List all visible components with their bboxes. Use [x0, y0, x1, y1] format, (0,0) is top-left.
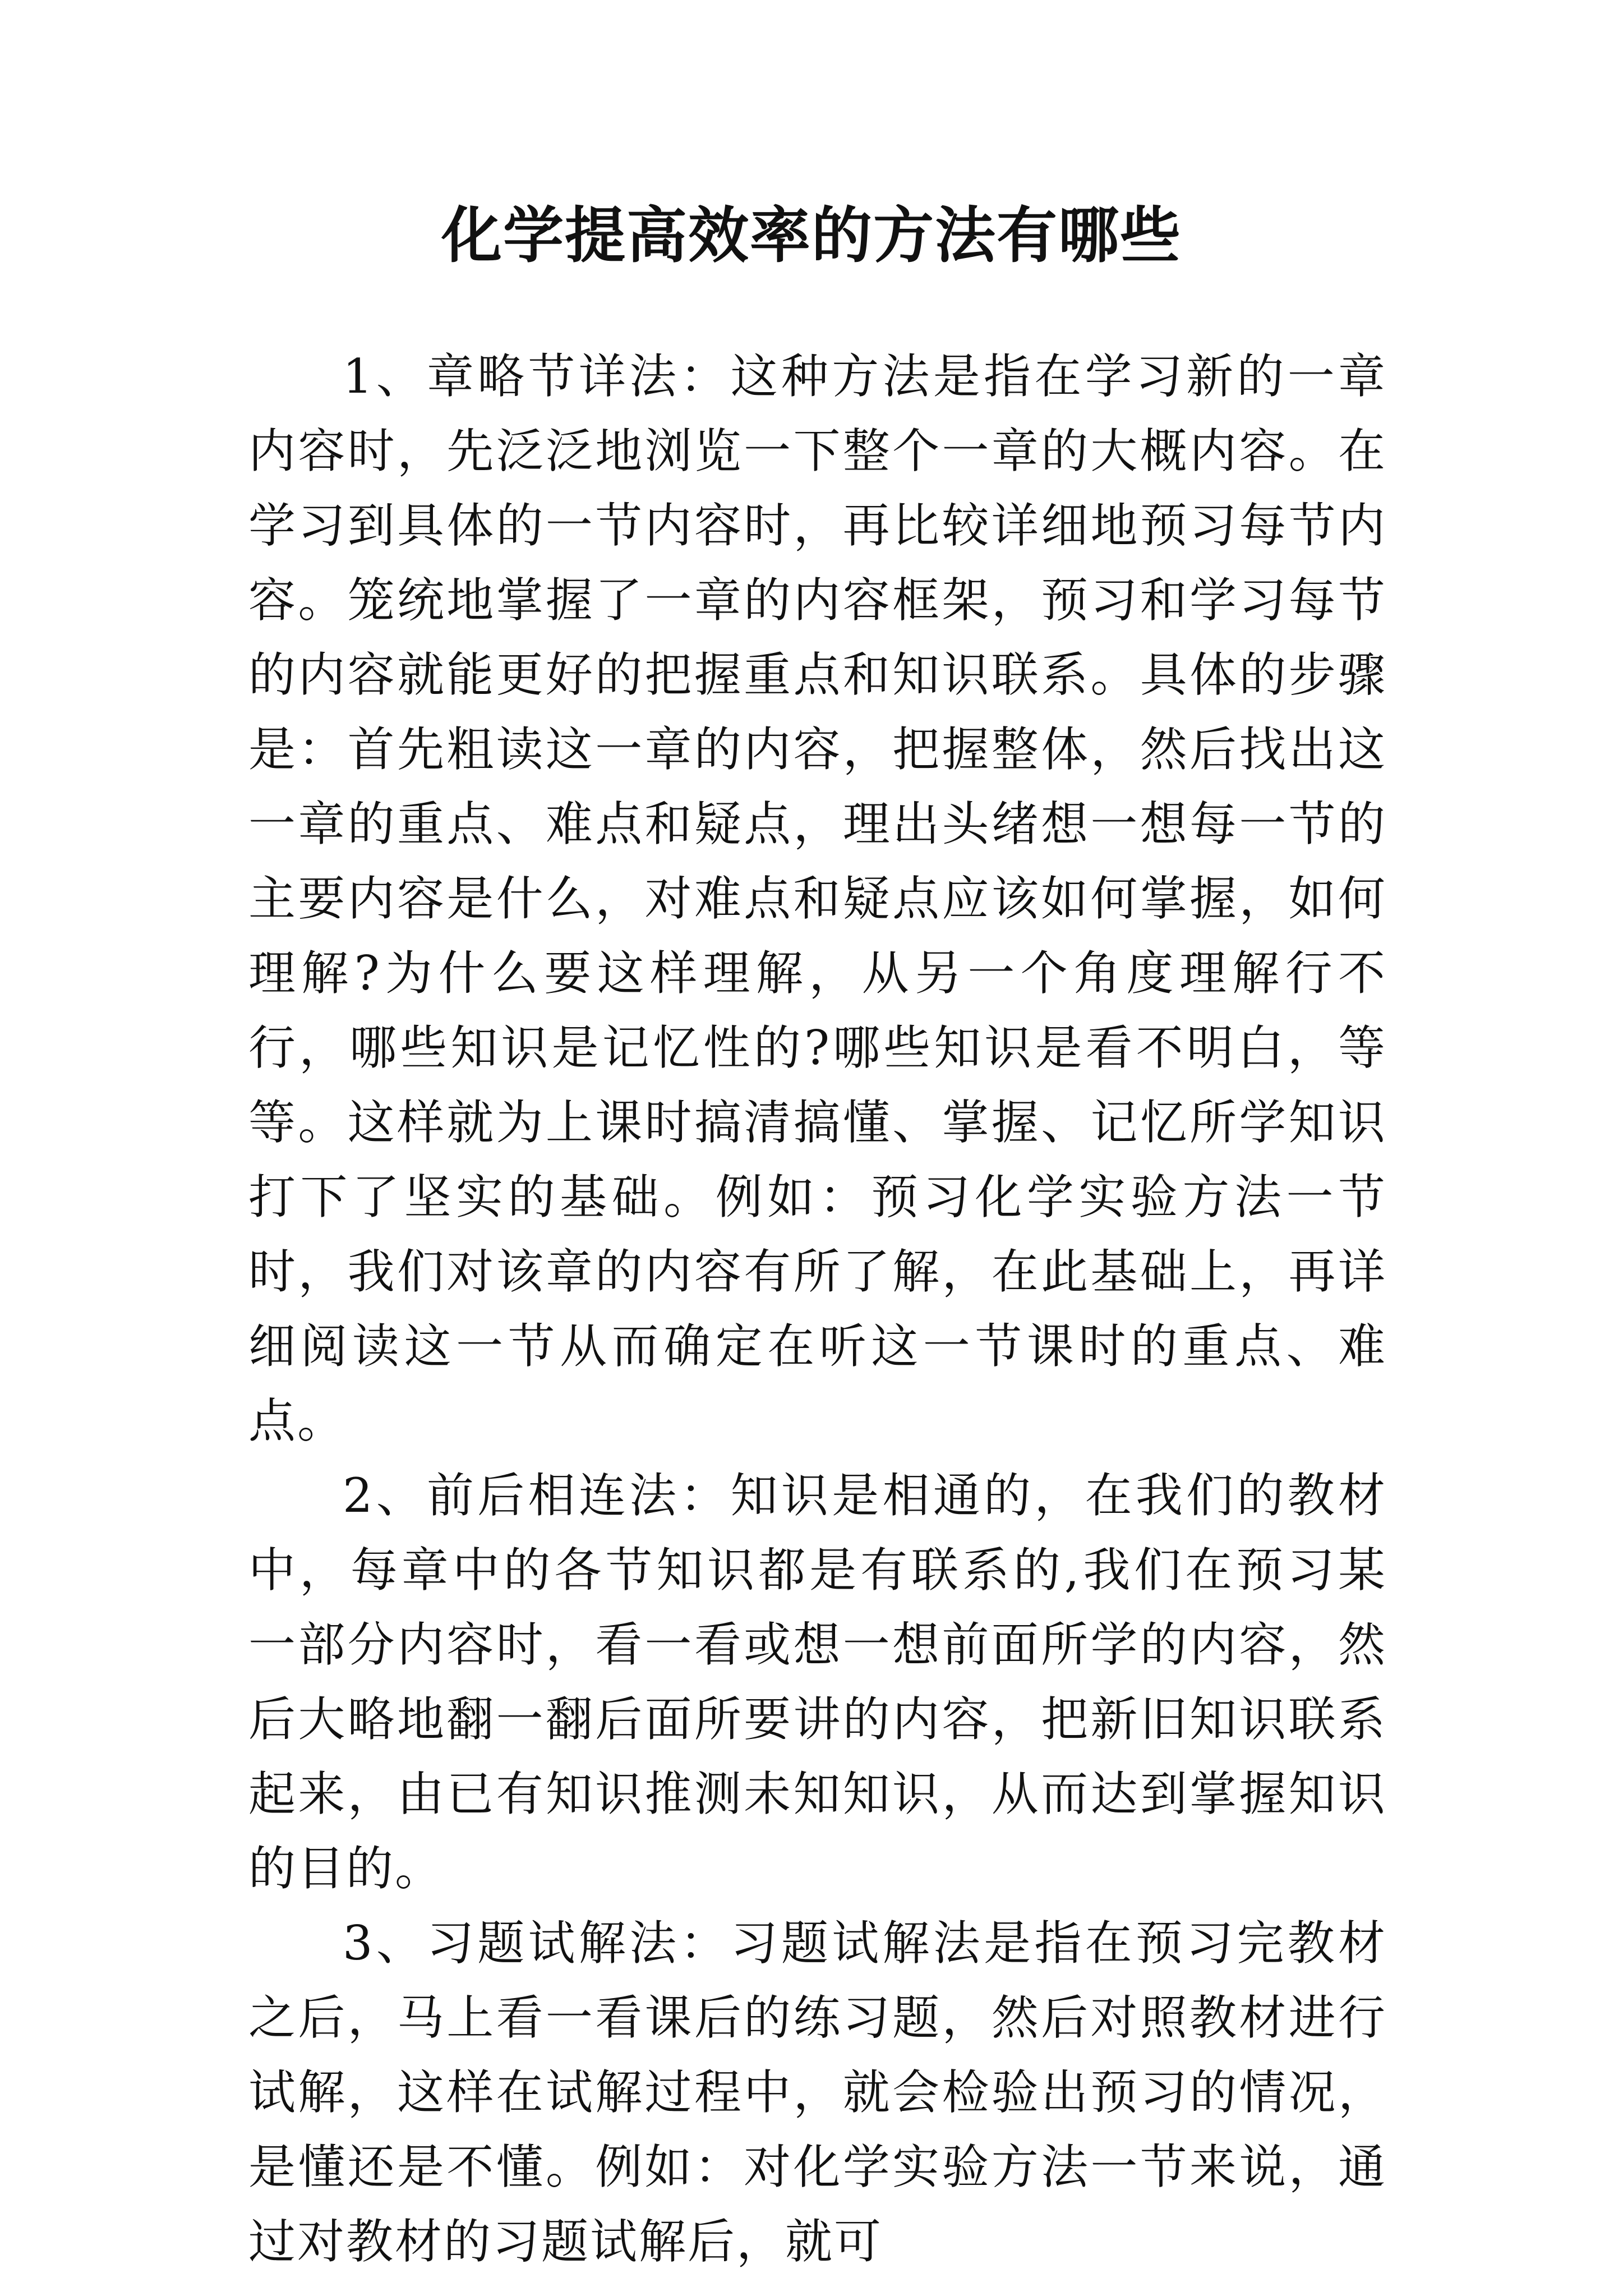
document-body: [248, 339, 1387, 2279]
paragraph-3: 3、习题试解法：习题试解法是指在预习完教材之后，马上看一看课后的练习题，然后对照教材进行试解，这样在试解过程中，就会检验出预习的情况，是懂还是不懂。例如：对化学实验方法一节来说，通过对教材的习题试解后，就可: [248, 1916, 1387, 2269]
paragraph-1: 1、章略节详法：这种方法是指在学习新的一章内容时，先泛泛地浏览一下整个一章的大概内容。在学习到具体的一节内容时，再比较详细地预习每节内容。笼统地掌握了一章的内容框架，预习和学习每节的内容就能更好的把握重点和知识联系。具体的步骤是：首先粗读这一章的内容，把握整体，然后找出这一章的重点、难点和疑点，理出头绪想一想每一节的主要内容是什么，对难点和疑点应该如何掌握，如何理解?为什么要这样理解，从另一个角度理解行不行，哪些知识是记忆性的?哪些知识是看不明白，等等。这样就为上课时搞清搞懂、掌握、记忆所学知识打下了坚实的基础。例如：预习化学实验方法一节时，我们对该章的内容有所了解，在此基础上，再详细阅读这一节从而确定在听这一节课时的重点、难点。: [248, 349, 1387, 1448]
paragraph-2: 2、前后相连法：知识是相通的，在我们的教材中，每章中的各节知识都是有联系的,我们在预习某一部分内容时，看一看或想一想前面所学的内容，然后大略地翻一翻后面所要讲的内容，把新旧知识联系起来，由已有知识推测未知知识，从而达到掌握知识的目的。: [248, 1468, 1387, 1896]
document-title: 化学提高效率的方法有哪些: [441, 200, 1182, 271]
